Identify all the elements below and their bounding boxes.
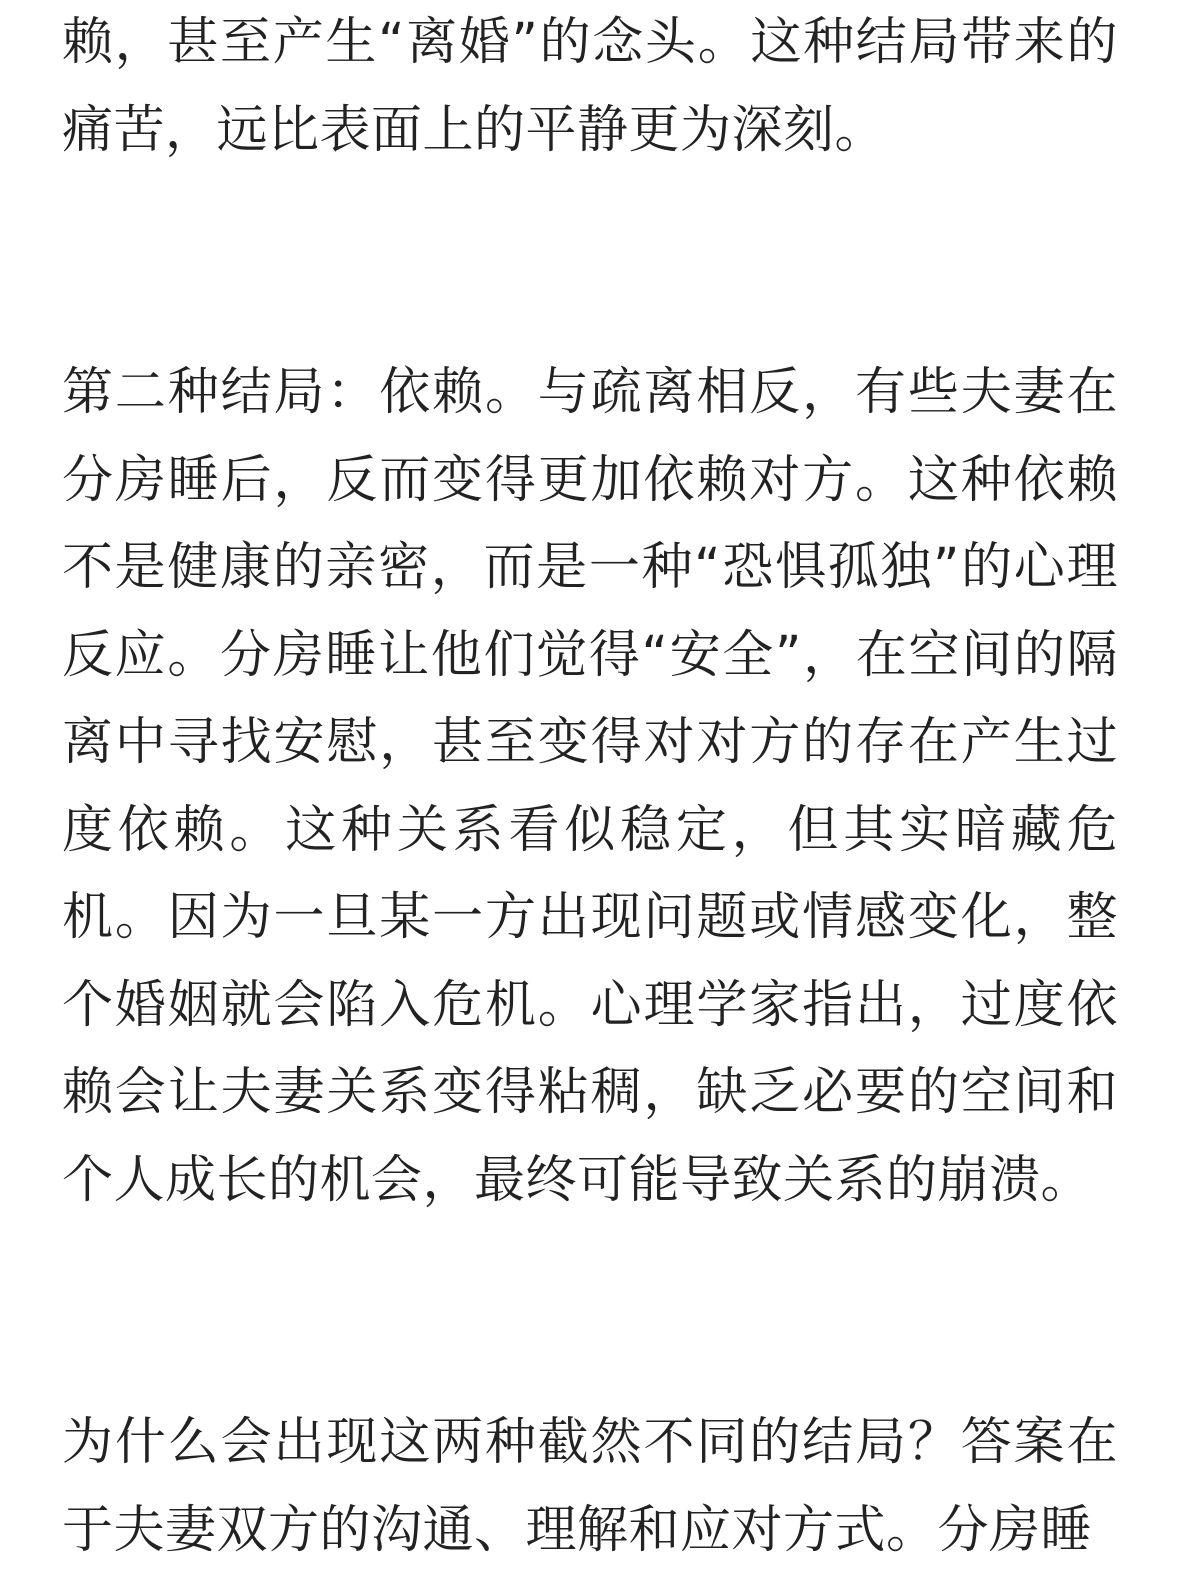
paragraph-3: 为什么会出现这两种截然不同的结局？答案在于夫妻双方的沟通、理解和应对方式。分房睡 (62, 1413, 1118, 1560)
paragraph-2: 第二种结局：依赖。与疏离相反，有些夫妻在分房睡后，反而变得更加依赖对方。这种依赖不是健康的亲密，而是一种“恐惧孤独”的心理反应。分房睡让他们觉得“安全”，在空间的隔离中寻找安慰，甚至变得对对方的存在产生过度依赖。这种关系看似稳定，但其实暗藏危机。因为一旦某一方出现问题或情感变化，整个婚姻就会陷入危机。心理学家指出，过度依赖会让夫妻关系变得粘稠，缺乏必要的空间和个人成长的机会，最终可能导致关系的崩溃。 (62, 363, 1118, 1210)
paragraph-spacer (62, 174, 1118, 349)
paragraph-spacer (62, 1224, 1118, 1399)
paragraph-1: 赖，甚至产生“离婚”的念头。这种结局带来的痛苦，远比表面上的平静更为深刻。 (62, 13, 1118, 160)
article-body (62, 0, 1118, 1574)
